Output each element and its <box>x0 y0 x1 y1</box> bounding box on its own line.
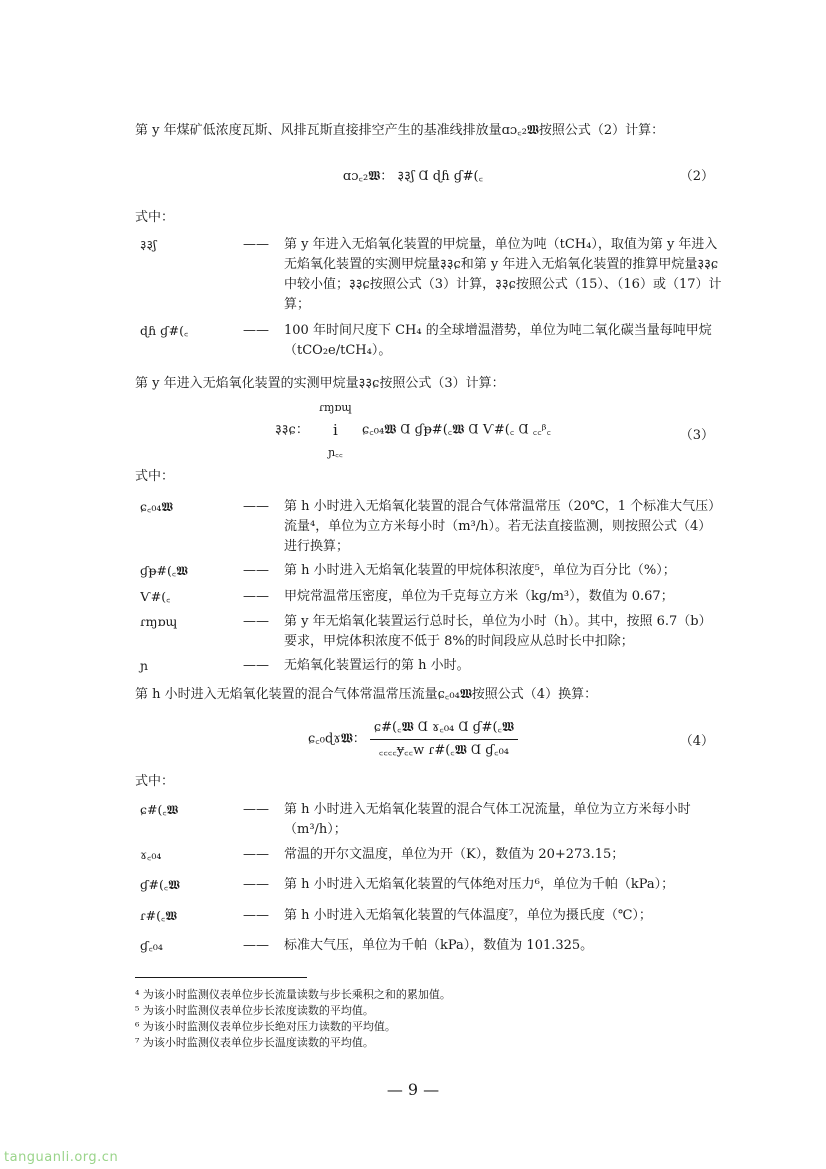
term-symbol: ɤ꜀₀₄ <box>140 847 162 862</box>
equation-2-number: （2） <box>679 169 714 184</box>
equation-3-number: （3） <box>679 428 714 443</box>
term-dash: —— <box>243 323 269 338</box>
term-dash: —— <box>243 908 269 923</box>
fraction-numerator: ɕ#(꜀𝖂 Ɑ ɤ꜀₀₄ Ɑ ɠ#(꜀𝖂 <box>370 718 518 740</box>
fraction-denominator: ꜀꜀꜀꜀ɏ꜀꜀w ɾ#(꜀𝖂 Ɑ ɠ꜀₀₄ <box>378 743 509 759</box>
fraction <box>370 718 518 761</box>
term-symbol: ɕ#(꜀𝖂 <box>140 802 179 817</box>
summation-symbol: i <box>333 421 338 440</box>
footnote: ⁴ 为该小时监测仪表单位步长流量读数与步长乘积之和的累加值。 <box>135 988 451 1001</box>
term-description: 第 h 小时进入无焰氧化装置的甲烷体积浓度⁵，单位为百分比（%）； <box>284 563 676 578</box>
intro-paragraph: 第 y 年煤矿低浓度瓦斯、风排瓦斯直接排空产生的基准线排放量ɑɔ꜀₂𝖂按照公式（2）计算： <box>135 123 665 138</box>
term-symbol: ɠ꜀₀₄ <box>140 938 163 953</box>
term-dash: —— <box>243 589 269 604</box>
term-symbol: ɖɦ ɠ#(꜀ <box>140 323 189 338</box>
footnote: ⁶ 为该小时监测仪表单位步长绝对压力读数的平均值。 <box>135 1020 396 1033</box>
term-symbol: ɾɱɒɰ <box>140 614 178 629</box>
where-label-1: 式中： <box>135 210 175 225</box>
term-dash: —— <box>243 938 269 953</box>
watermark: tanguanli.org.cn <box>4 1150 119 1165</box>
term-dash: —— <box>243 499 269 514</box>
term-symbol: Ѵ#(꜀ <box>140 589 171 604</box>
term-description: 标准大气压，单位为千帕（kPa），数值为 101.325。 <box>284 938 594 953</box>
paragraph-3: 第 y 年进入无焰氧化装置的实测甲烷量३३ɕ按照公式（3）计算： <box>135 376 505 391</box>
term-dash: —— <box>243 563 269 578</box>
equation-4-lhs: ɕ꜀₀ɖɤ𝖂： <box>307 731 366 747</box>
term-symbol: ३३ʃ <box>140 237 157 252</box>
term-symbol: ɠ#(꜀𝖂 <box>140 877 180 892</box>
summation-upper-limit: ɾɱɒɰ <box>318 401 352 414</box>
term-dash: —— <box>243 658 269 673</box>
paragraph-4: 第 h 小时进入无焰氧化装置的混合气体常温常压流量ɕ꜀₀₄𝖂按照公式（4）换算： <box>135 687 598 702</box>
term-dash: —— <box>243 802 269 817</box>
equation-2-expression: ɑɔ꜀₂𝖂： ३३ʃ Ɑ ɖɦ ɠ#(꜀ <box>342 169 484 184</box>
where-label-3: 式中： <box>135 774 175 789</box>
term-dash: —— <box>243 237 269 252</box>
footnote-rule <box>135 977 307 978</box>
term-description: 第 y 年进入无焰氧化装置的甲烷量，单位为吨（tCH₄），取值为第 y 年进入无焰氧化装置的实测甲烷量३३ɕ和第 y 年进入无焰氧化装置的推算甲烷量३३ɕ中较小值；३३ɕ按照公式（3）计算，३३ɕ按照公式（15）、（16）或（17）计算； <box>284 237 722 313</box>
term-description: 第 h 小时进入无焰氧化装置的混合气体工况流量，单位为立方米每小时（m³/h）； <box>284 802 691 838</box>
term-description: 第 h 小时进入无焰氧化装置的气体绝对压力⁶，单位为千帕（kPa）； <box>284 877 675 892</box>
term-symbol: ɲ <box>140 658 149 673</box>
where-label-2: 式中： <box>135 469 175 484</box>
term-symbol: ɾ#(꜀𝖂 <box>140 908 177 923</box>
equation-3-body: ɕ꜀₀₄𝖂 Ɑ ɠᵽ#(꜀𝖂 Ɑ Ѵ#(꜀ Ɑ ꜀꜀ᵝ꜀ <box>362 422 551 438</box>
equation-3-lhs: ३३ɕ： <box>275 422 309 438</box>
term-description: 第 y 年无焰氧化装置运行总时长，单位为小时（h）。其中，按照 6.7（b）要求，甲烷体积浓度不低于 8%的时间段应从总时长中扣除； <box>284 614 712 650</box>
footnote: ⁷ 为该小时监测仪表单位步长温度读数的平均值。 <box>135 1036 374 1049</box>
term-description: 第 h 小时进入无焰氧化装置的气体温度⁷，单位为摄氏度（℃）； <box>284 908 652 923</box>
equation-4-number: （4） <box>679 734 714 749</box>
term-dash: —— <box>243 614 269 629</box>
page-number: — 9 — <box>386 1080 440 1099</box>
summation-lower-limit: ɲ꜀꜀ <box>328 445 343 459</box>
term-description: 甲烷常温常压密度，单位为千克每立方米（kg/m³），数值为 0.67； <box>284 589 674 604</box>
term-description: 无焰氧化装置运行的第 h 小时。 <box>284 658 470 673</box>
term-symbol: ɕ꜀₀₄𝖂 <box>140 499 173 514</box>
term-dash: —— <box>243 877 269 892</box>
footnote: ⁵ 为该小时监测仪表单位步长浓度读数的平均值。 <box>135 1004 374 1017</box>
term-description: 第 h 小时进入无焰氧化装置的混合气体常温常压（20℃，1 个标准大气压）流量⁴，单位为立方米每小时（m³/h）。若无法直接监测，则按照公式（4）进行换算； <box>284 499 722 555</box>
term-dash: —— <box>243 847 269 862</box>
term-description: 100 年时间尺度下 CH₄ 的全球增温潜势，单位为吨二氧化碳当量每吨甲烷（tCO₂e/tCH₄）。 <box>284 323 712 359</box>
term-symbol: ɠᵽ#(꜀𝖂 <box>140 563 188 578</box>
term-description: 常温的开尔文温度，单位为开（K），数值为 20+273.15； <box>284 847 625 862</box>
summation <box>319 402 352 459</box>
